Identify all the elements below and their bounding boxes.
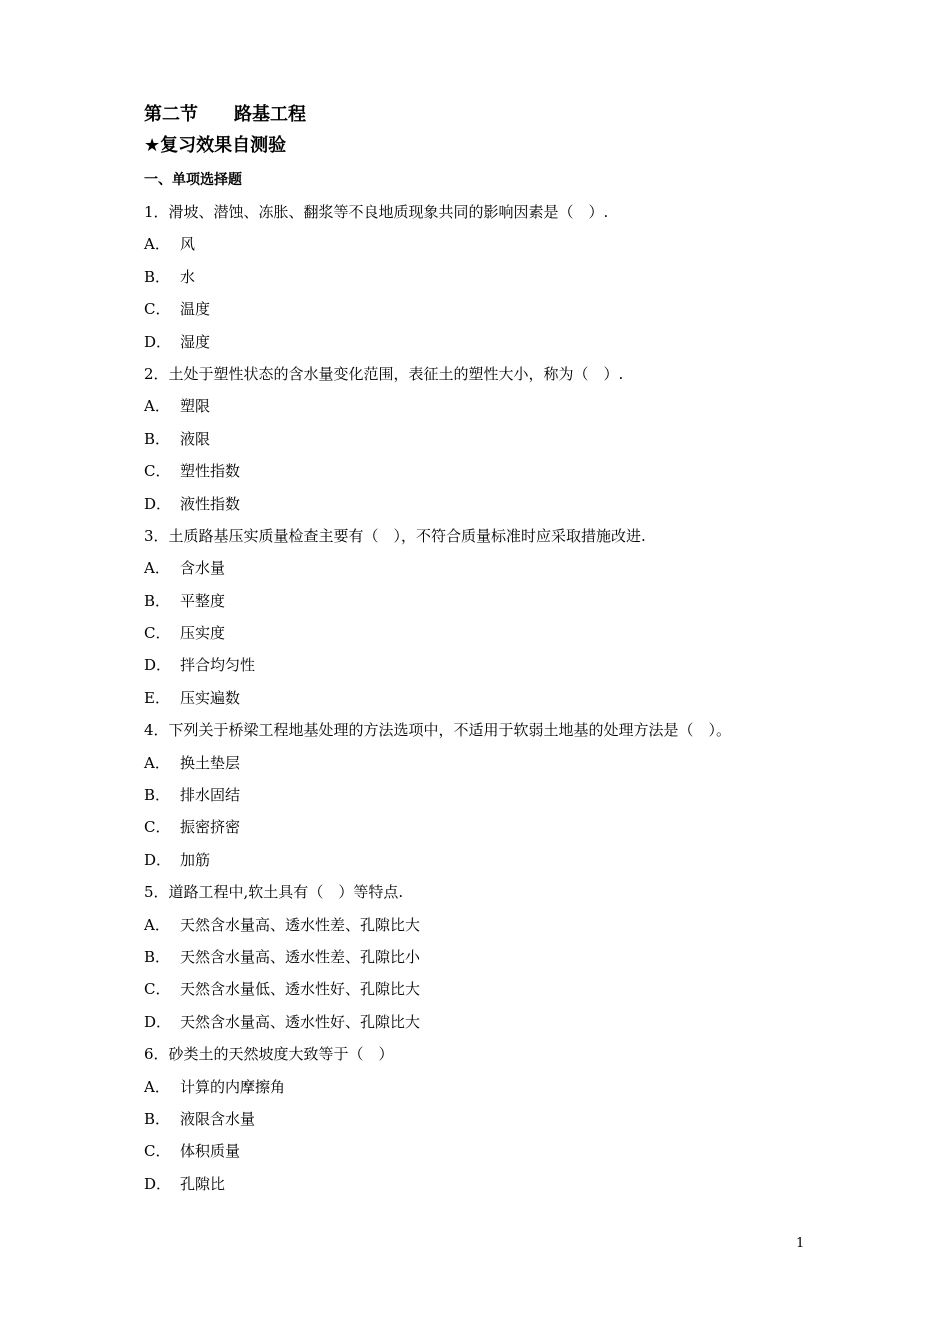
option-text: 水: [180, 267, 196, 286]
answer-option: [144, 423, 824, 455]
answer-option: [144, 455, 824, 487]
option-letter: D．: [144, 656, 172, 675]
option-letter: C．: [144, 462, 171, 481]
answer-option: [144, 747, 824, 779]
option-text: 湿度: [180, 332, 211, 351]
answer-option: [144, 973, 824, 1005]
option-text: 拌合均匀性: [180, 656, 256, 675]
option-text: 风: [180, 235, 196, 254]
option-text: 液性指数: [180, 494, 241, 513]
option-text: 计算的内摩擦角: [180, 1077, 286, 1096]
question-block: [144, 358, 824, 520]
option-text: 压实遍数: [180, 688, 241, 707]
answer-option: [144, 617, 824, 649]
question-stem: 3．土质路基压实质量检查主要有（ ），不符合质量标准时应采取措施改进.: [144, 526, 646, 545]
option-letter: B．: [144, 1109, 171, 1128]
option-letter: B．: [144, 429, 171, 448]
option-letter: E．: [144, 688, 170, 707]
answer-option: [144, 585, 824, 617]
option-text: 加筋: [180, 850, 211, 869]
option-letter: B．: [144, 786, 171, 805]
option-letter: A．: [144, 753, 170, 772]
answer-option: [144, 811, 824, 843]
option-text: 孔隙比: [180, 1174, 226, 1193]
option-text: 塑限: [180, 397, 211, 416]
option-text: 天然含水量高、透水性差、孔隙比大: [180, 915, 421, 934]
option-text: 压实度: [180, 624, 226, 643]
question-block: [144, 714, 824, 876]
answer-option: [144, 390, 824, 422]
answer-option: [144, 1071, 824, 1103]
option-letter: A．: [144, 559, 170, 578]
option-letter: A．: [144, 915, 170, 934]
page-number: 1: [796, 1236, 805, 1251]
answer-option: [144, 1103, 824, 1135]
question-stem: 5．道路工程中,软土具有（ ）等特点.: [144, 883, 404, 902]
answer-option: [144, 552, 824, 584]
document-content: [144, 100, 824, 1200]
option-letter: D．: [144, 332, 172, 351]
answer-option: [144, 682, 824, 714]
review-title: ★复习效果自测验: [144, 135, 287, 156]
answer-option: [144, 941, 824, 973]
option-letter: D．: [144, 1012, 172, 1031]
option-text: 含水量: [180, 559, 226, 578]
option-text: 体积质量: [180, 1142, 241, 1161]
answer-option: [144, 1168, 824, 1200]
question-list: [144, 196, 824, 1200]
answer-option: [144, 326, 824, 358]
answer-option: [144, 261, 824, 293]
question-block: [144, 876, 824, 1038]
option-text: 塑性指数: [180, 462, 241, 481]
question-block: [144, 520, 824, 714]
option-text: 液限: [180, 429, 211, 448]
option-letter: D．: [144, 850, 172, 869]
option-letter: A．: [144, 1077, 170, 1096]
option-text: 液限含水量: [180, 1109, 256, 1128]
option-letter: B．: [144, 947, 171, 966]
question-block: [144, 1038, 824, 1200]
question-stem: 1．滑坡、潜蚀、冻胀、翻浆等不良地质现象共同的影响因素是（ ）.: [144, 203, 609, 221]
option-letter: C．: [144, 624, 171, 643]
answer-option: [144, 779, 824, 811]
option-text: 振密挤密: [180, 818, 241, 837]
option-letter: C．: [144, 980, 171, 999]
option-text: 排水固结: [180, 786, 241, 805]
question-stem: 2．土处于塑性状态的含水量变化范围，表征土的塑性大小，称为（ ）.: [144, 364, 624, 383]
section-title: 第二节 路基工程: [144, 104, 306, 125]
option-letter: C．: [144, 300, 171, 319]
option-letter: A．: [144, 235, 170, 254]
answer-option: [144, 293, 824, 325]
option-text: 温度: [180, 300, 211, 319]
option-text: 天然含水量高、透水性好、孔隙比大: [180, 1012, 421, 1031]
answer-option: [144, 228, 824, 260]
option-text: 平整度: [180, 591, 226, 610]
answer-option: [144, 488, 824, 520]
option-text: 天然含水量低、透水性好、孔隙比大: [180, 980, 421, 999]
question-stem: 6．砂类土的天然坡度大致等于（ ）: [144, 1045, 394, 1064]
option-letter: B．: [144, 267, 171, 286]
option-letter: B．: [144, 591, 171, 610]
option-letter: D．: [144, 1174, 172, 1193]
answer-option: [144, 1006, 824, 1038]
option-letter: C．: [144, 818, 171, 837]
answer-option: [144, 1135, 824, 1167]
option-letter: A．: [144, 397, 170, 416]
question-block: [144, 196, 824, 358]
answer-option: [144, 909, 824, 941]
answer-option: [144, 649, 824, 681]
option-text: 天然含水量高、透水性差、孔隙比小: [180, 947, 421, 966]
option-letter: D．: [144, 494, 172, 513]
option-letter: C．: [144, 1142, 171, 1161]
answer-option: [144, 844, 824, 876]
part-title: 一、单项选择题: [144, 172, 242, 188]
option-text: 换土垫层: [180, 753, 241, 772]
question-stem: 4．下列关于桥梁工程地基处理的方法选项中，不适用于软弱土地基的处理方法是（ ）。: [144, 721, 732, 740]
